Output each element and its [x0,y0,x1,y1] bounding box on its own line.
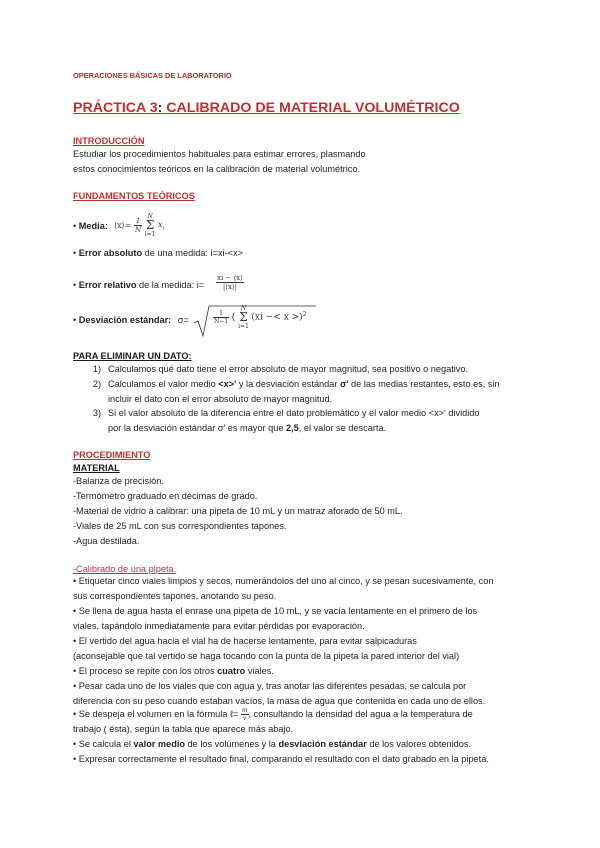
pipeta-heading: -Calibrado de una pipeta. [73,564,177,574]
sd-frac-num: 1 [213,310,229,318]
step-line: diferencia con su peso cuando estaban vacíos, la masa de agua que contenida en cada uno de ellos. [73,696,486,706]
error-rel-fraction [216,274,244,291]
material-item: -Termómetro graduado en décimas de grado. [73,491,258,501]
sd-frac-den: N−1 [214,318,229,325]
eliminar-heading: PARA ELIMINAR UN DATO: [73,351,192,361]
intro-heading: INTRODUCCIÓN [73,136,145,146]
step-line: • Etiquetar cinco viales limpios y secos, numerándolos del uno al cinco, y se pesan sucesivamente, con [73,576,494,586]
error-rel-line [73,278,204,293]
step-line: • Expresar correctamente el resultado final, comparando el resultado con el dato grabado en la pipeta. [73,754,489,764]
eliminar-num-1: 1) [92,364,101,374]
material-item: -Material de vidrio a calibrar: una pipeta de 10 mL y un matraz aforado de 50 mL. [73,506,403,516]
error-rel-text: de la medida: i= [136,280,205,290]
eliminar-num-2: 2) [92,379,101,389]
title-colon: : [157,100,163,116]
eliminar-item-2-cont: incluir el dato con el error absoluto de mayor magnitud. [108,394,333,404]
mean-summation [145,213,156,238]
eliminar-item-3: 3) Si el valor absoluto de la diferencia entre el dato problemático y el valor medio <x>' dividido [73,406,480,421]
mean-formula [114,213,164,238]
desv-bullet: • [73,315,79,325]
media-line [73,219,108,234]
material-item: -Viales de 25 mL con sus correspondientes tapones. [73,521,287,531]
mean-fraction [134,217,142,234]
page-title [73,100,460,116]
mean-xi: $x_i$ [158,219,165,232]
procedimiento-heading: PROCEDIMIENTO [73,450,151,460]
title-prefix: PRÁCTICA 3 [73,100,158,116]
step-line: viales, tapándolo inmediatamente para evitar pérdidas por evaporación. [73,621,365,631]
sd-square: 2 [302,310,307,318]
title-main: CALIBRADO DE MATERIAL VOLUMÉTRICO [162,100,460,116]
sd-open-paren: ( [231,312,236,323]
media-bullet: • [73,221,79,231]
sum-upper: N [147,213,153,220]
fundamentos-heading: FUNDAMENTOS TEÓRICOS [73,191,195,201]
mean-bra: ⟨x⟩= [114,221,132,230]
material-item: -Agua destilada. [73,536,140,546]
mean-frac-den: N [135,226,142,234]
step-line: • Se calcula el valor medio de los volúmenes y la desviación estándar de los valores obtenidos. [73,739,472,749]
eliminar-item-1: 1) Calculamos qué dato tiene el error absoluto de mayor magnitud, sea positivo o negativo. [73,362,468,377]
document-header: OPERACIONES BÁSICAS DE LABORATORIO [73,71,232,80]
error-abs-text: de una medida: i=xi-<x> [142,248,243,258]
mean-frac-num: 1 [135,217,141,225]
error-rel-label: Error relativo [78,280,137,290]
error-abs-bullet: • [73,248,79,258]
error-rel-bullet: • [73,280,79,290]
eliminar-item-3-cont: por la desviación estándar σ' es mayor que 2,5, el valor se descarta. [108,423,387,433]
step-line: • El vertido del agua hacia el vial ha de hacerse lentamente, para evitar salpicaduras [73,636,417,646]
eliminar-num-3: 3) [92,408,101,418]
step-line: (aconsejable que tal vertido se haga tocando con la punta de la pipeta la pared interior del vial) [73,651,460,661]
step-line: • Se llena de agua hasta el enrase una pipeta de 10 mL, y se vacía lentamente en el primero de los [73,606,478,616]
sd-body: (xi −< x >) [251,312,303,323]
sd-formula-body [213,305,307,330]
material-item: -Balanza de precisión. [73,476,164,486]
desv-line [73,313,189,328]
error-abs-line [73,246,243,261]
step-line: trabajo ( ésta), según la tabla que aparece más abajo. [73,724,294,734]
desv-sigma: σ= [177,315,189,325]
eliminar-item-2: 2) Calculamos el valor medio <x>' y la desviación estándar σ' de las medias restantes, esto es, sin [73,377,500,392]
density-fraction: $\frac{m}{v}$ [241,707,248,723]
sum-symbol: Σ [145,218,155,232]
intro-line-1: Estudiar los procedimientos habituales para estimar errores, plasmando [73,149,366,159]
sum-lower: i=1 [144,231,156,238]
material-heading: MATERIAL [73,463,120,473]
step-line: • Se despeja el volumen en la fórmula ℓ= $\frac{m}{v}$ , consultando la densidad del agua a la temperatura de [73,707,473,723]
error-abs-label: Error absoluto [78,248,143,258]
desv-label: Desviación estándar: [78,315,172,325]
sd-summation: N Σ i=1 [238,305,249,330]
step-line: sus correspondientes tapones, anotando su peso. [73,591,277,601]
step-line: • El proceso se repite con los otros cuatro viales. [73,666,274,676]
step-line: • Pesar cada uno de los viales que con agua y, tras anotar las diferentes pesadas, se calcula por [73,681,467,691]
media-label: Media: [78,221,108,231]
intro-line-2: estos conocimientos teóricos en la calibración de material volumétrico. [73,164,360,174]
error-rel-num: xi − ⟨x⟩ [217,274,243,282]
error-rel-den: |⟨x⟩| [222,283,238,291]
